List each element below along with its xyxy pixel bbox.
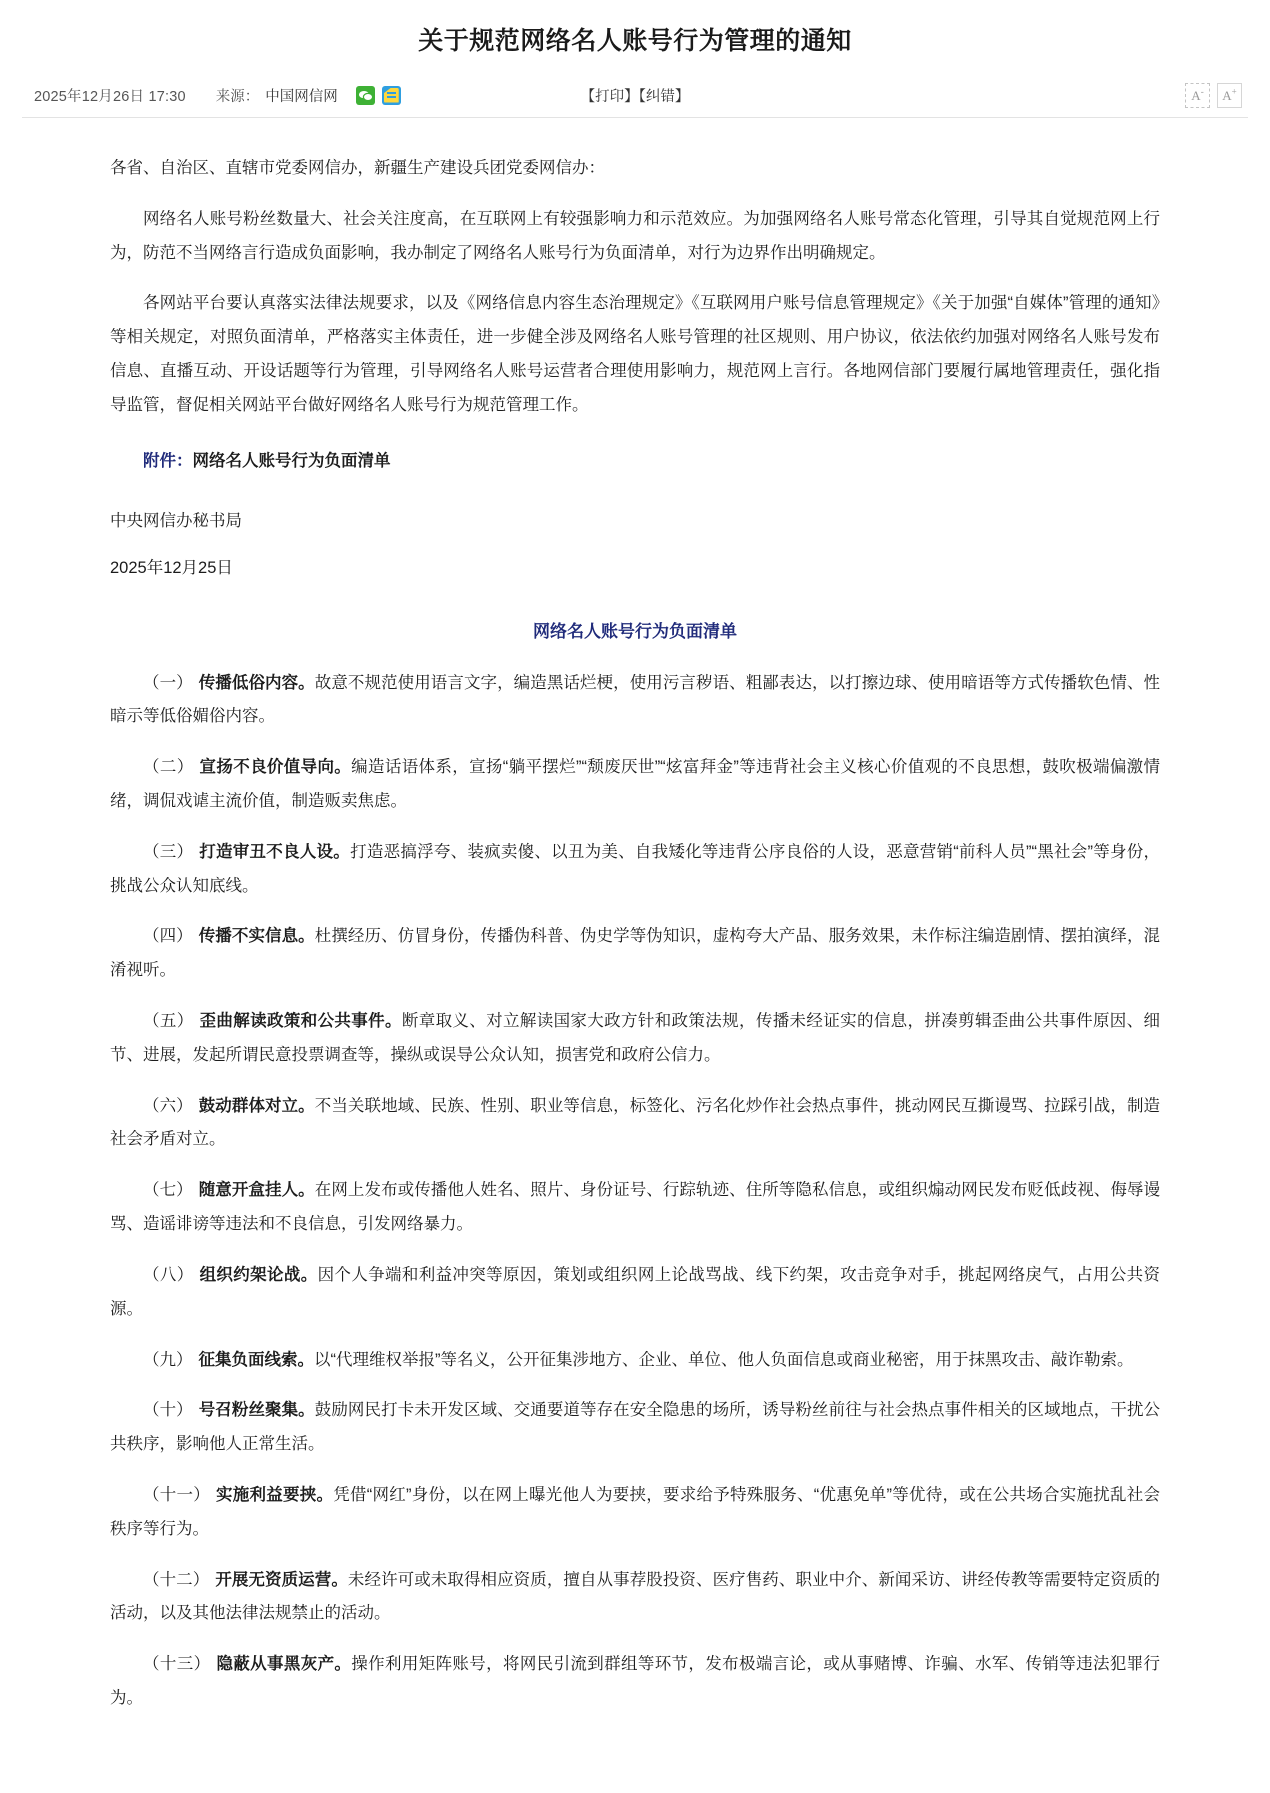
clause-text: 因个人争端和利益冲突等原因，策划或组织网上论战骂战、线下约架，攻击竞争对手，挑起网络戾气，占用公共资源。 xyxy=(110,1265,1161,1318)
clause-number: （十二） xyxy=(143,1570,210,1589)
list-item xyxy=(110,1564,1160,1632)
negative-list-container xyxy=(110,667,1160,1716)
clause-number: （十三） xyxy=(143,1655,211,1674)
clause-lead: 鼓动群体对立。 xyxy=(198,1096,315,1115)
clause-lead: 传播低俗内容。 xyxy=(198,673,315,692)
font-increase-sign: + xyxy=(1231,86,1237,97)
font-decrease-button[interactable] xyxy=(1185,83,1210,108)
clause-lead: 征集负面线索。 xyxy=(198,1350,314,1369)
clause-number: （八） xyxy=(143,1265,194,1284)
clause-text: 故意不规范使用语言文字，编造黑话烂梗，使用污言秽语、粗鄙表达，以打擦边球、使用暗语等方式传播软色情、性暗示等低俗媚俗内容。 xyxy=(110,673,1161,726)
font-decrease-sign: - xyxy=(1200,86,1204,97)
publish-date: 2025年12月26日 17:30 xyxy=(34,88,186,105)
correction-link[interactable]: 【纠错】 xyxy=(638,88,690,105)
source-name: 中国网信网 xyxy=(265,88,338,105)
negative-list-title: 网络名人账号行为负面清单 xyxy=(533,621,737,641)
clause-lead: 歪曲解读政策和公共事件。 xyxy=(199,1012,402,1030)
clause-lead: 宣扬不良价值导向。 xyxy=(199,758,352,777)
list-item xyxy=(110,1174,1160,1242)
source-label: 来源： xyxy=(215,88,260,105)
signature-date: 2025年12月25日 xyxy=(110,558,233,577)
clause-text: 打造恶搞浮夸、装疯卖傻、以丑为美、自我矮化等违背公序良俗的人设，恶意营销“前科人员”“黑社会”等身份，挑战公众认知底线。 xyxy=(110,842,1161,895)
clause-text: 杜撰经历、仿冒身份，传播伪科普、伪史学等伪知识，虚构夸大产品、服务效果，未作标注编造剧情、摆拍演绎，混淆视听。 xyxy=(110,927,1161,980)
clause-number: （十一） xyxy=(143,1485,211,1504)
clause-lead: 开展无资质运营。 xyxy=(215,1570,348,1589)
clause-lead: 传播不实信息。 xyxy=(198,927,315,946)
clause-lead: 随意开盒挂人。 xyxy=(198,1181,315,1200)
list-item xyxy=(110,751,1160,819)
signature-organization: 中央网信办秘书局 xyxy=(110,511,242,530)
meta-left-group xyxy=(34,85,401,106)
salutation-paragraph: 各省、自治区、直辖市党委网信办，新疆生产建设兵团党委网信办： xyxy=(110,159,605,177)
share-icon-group xyxy=(356,86,401,105)
body-paragraph-2: 各网站平台要认真落实法律法规要求，以及《网络信息内容生态治理规定》《互联网用户账号信息管理规定》《关于加强“自媒体”管理的通知》等相关规定，对照负面清单，严格落实主体责任，进一步健全涉及网络名人账号管理的社区规则、用户协议，依法依约加强对网络名人账号发布信息、直播互动、开设话题等行为管理，引导网络名人账号运营者合理使用影响力，规范网上言行。各地网信部门要履行属地管理责任，强化指导监管，督促相关网站平台做好网络名人账号行为规范管理工作。 xyxy=(110,294,1160,414)
clause-number: （二） xyxy=(143,758,194,777)
clause-text: 以“代理维权举报”等名义，公开征集涉地方、企业、单位、他人负面信息或商业秘密，用于抹黑攻击、敲诈勒索。 xyxy=(314,1350,1134,1369)
list-item xyxy=(110,1005,1160,1073)
weibo-share-icon[interactable] xyxy=(382,86,401,105)
list-item xyxy=(110,667,1160,735)
article-body xyxy=(0,118,1270,1793)
font-increase-label: A xyxy=(1222,87,1232,103)
wechat-share-icon[interactable] xyxy=(356,86,375,105)
article-meta-bar xyxy=(0,73,1270,117)
title-section xyxy=(0,0,1270,73)
print-link[interactable]: 【打印】 xyxy=(580,88,639,105)
clause-text: 未经许可或未取得相应资质，擅自从事荐股投资、医疗售药、职业中介、新闻采访、讲经传教等需要特定资质的活动，以及其他法律法规禁止的活动。 xyxy=(110,1570,1161,1623)
signature-block xyxy=(110,505,1160,585)
clause-lead: 隐蔽从事黑灰产。 xyxy=(216,1655,352,1674)
font-decrease-label: A xyxy=(1191,87,1201,103)
list-item xyxy=(110,1394,1160,1462)
list-item xyxy=(110,1090,1160,1158)
clause-text: 操作利用矩阵账号，将网民引流到群组等环节，发布极端言论，或从事赌博、诈骗、水军、传销等违法犯罪行为。 xyxy=(110,1655,1161,1707)
page-title: 关于规范网络名人账号行为管理的通知 xyxy=(418,27,852,55)
list-item xyxy=(110,1648,1160,1716)
clause-text: 鼓励网民打卡未开发区域、交通要道等存在安全隐患的场所，诱导粉丝前往与社会热点事件相关的区域地点，干扰公共秩序，影响他人正常生活。 xyxy=(110,1401,1161,1454)
attachment-line xyxy=(110,445,1160,479)
list-item xyxy=(110,836,1160,904)
body-paragraph-1: 网络名人账号粉丝数量大、社会关注度高，在互联网上有较强影响力和示范效应。为加强网络名人账号常态化管理，引导其自觉规范网上行为，防范不当网络言行造成负面影响，我办制定了网络名人账号行为负面清单，对行为边界作出明确规定。 xyxy=(110,209,1160,262)
clause-number: （四） xyxy=(143,927,193,946)
clause-number: （五） xyxy=(143,1012,194,1030)
clause-lead: 实施利益要挟。 xyxy=(216,1485,334,1504)
clause-text: 凭借“网红”身份，以在网上曝光他人为要挟，要求给予特殊服务、“优惠免单”等优待，或在公共场合实施扰乱社会秩序等行为。 xyxy=(110,1485,1161,1538)
attachment-label: 附件： xyxy=(143,451,193,470)
clause-number: （十） xyxy=(143,1401,193,1420)
clause-number: （一） xyxy=(143,673,193,692)
clause-number: （九） xyxy=(143,1350,193,1369)
clause-text: 编造话语体系，宣扬“躺平摆烂”“颓废厌世”“炫富拜金”等违背社会主义核心价值观的不良思想，鼓吹极端偏激情绪，调侃戏谑主流价值，制造贩卖焦虑。 xyxy=(110,758,1161,810)
clause-number: （七） xyxy=(143,1181,193,1200)
clause-number: （三） xyxy=(143,842,194,861)
list-item xyxy=(110,920,1160,988)
font-size-controls xyxy=(1185,83,1242,108)
list-item xyxy=(110,1344,1160,1378)
clause-lead: 号召粉丝聚集。 xyxy=(198,1401,315,1420)
clause-lead: 组织约架论战。 xyxy=(199,1265,318,1284)
clause-text: 不当关联地域、民族、性别、职业等信息，标签化、污名化炒作社会热点事件，挑动网民互撕谩骂、拉踩引战，制造社会矛盾对立。 xyxy=(110,1096,1161,1149)
clause-text: 断章取义、对立解读国家大政方针和政策法规，传播未经证实的信息，拼凑剪辑歪曲公共事件原因、细节、进展，发起所谓民意投票调查等，操纵或误导公众认知，损害党和政府公信力。 xyxy=(110,1012,1161,1064)
attachment-name: 网络名人账号行为负面清单 xyxy=(192,451,391,470)
clause-number: （六） xyxy=(143,1096,193,1115)
list-item xyxy=(110,1259,1160,1327)
clause-lead: 打造审丑不良人设。 xyxy=(199,842,351,861)
list-item xyxy=(110,1479,1160,1547)
font-increase-button[interactable] xyxy=(1217,83,1242,108)
clause-text: 在网上发布或传播他人姓名、照片、身份证号、行踪轨迹、住所等隐私信息，或组织煽动网民发布贬低歧视、侮辱谩骂、造谣诽谤等违法和不良信息，引发网络暴力。 xyxy=(110,1181,1161,1234)
